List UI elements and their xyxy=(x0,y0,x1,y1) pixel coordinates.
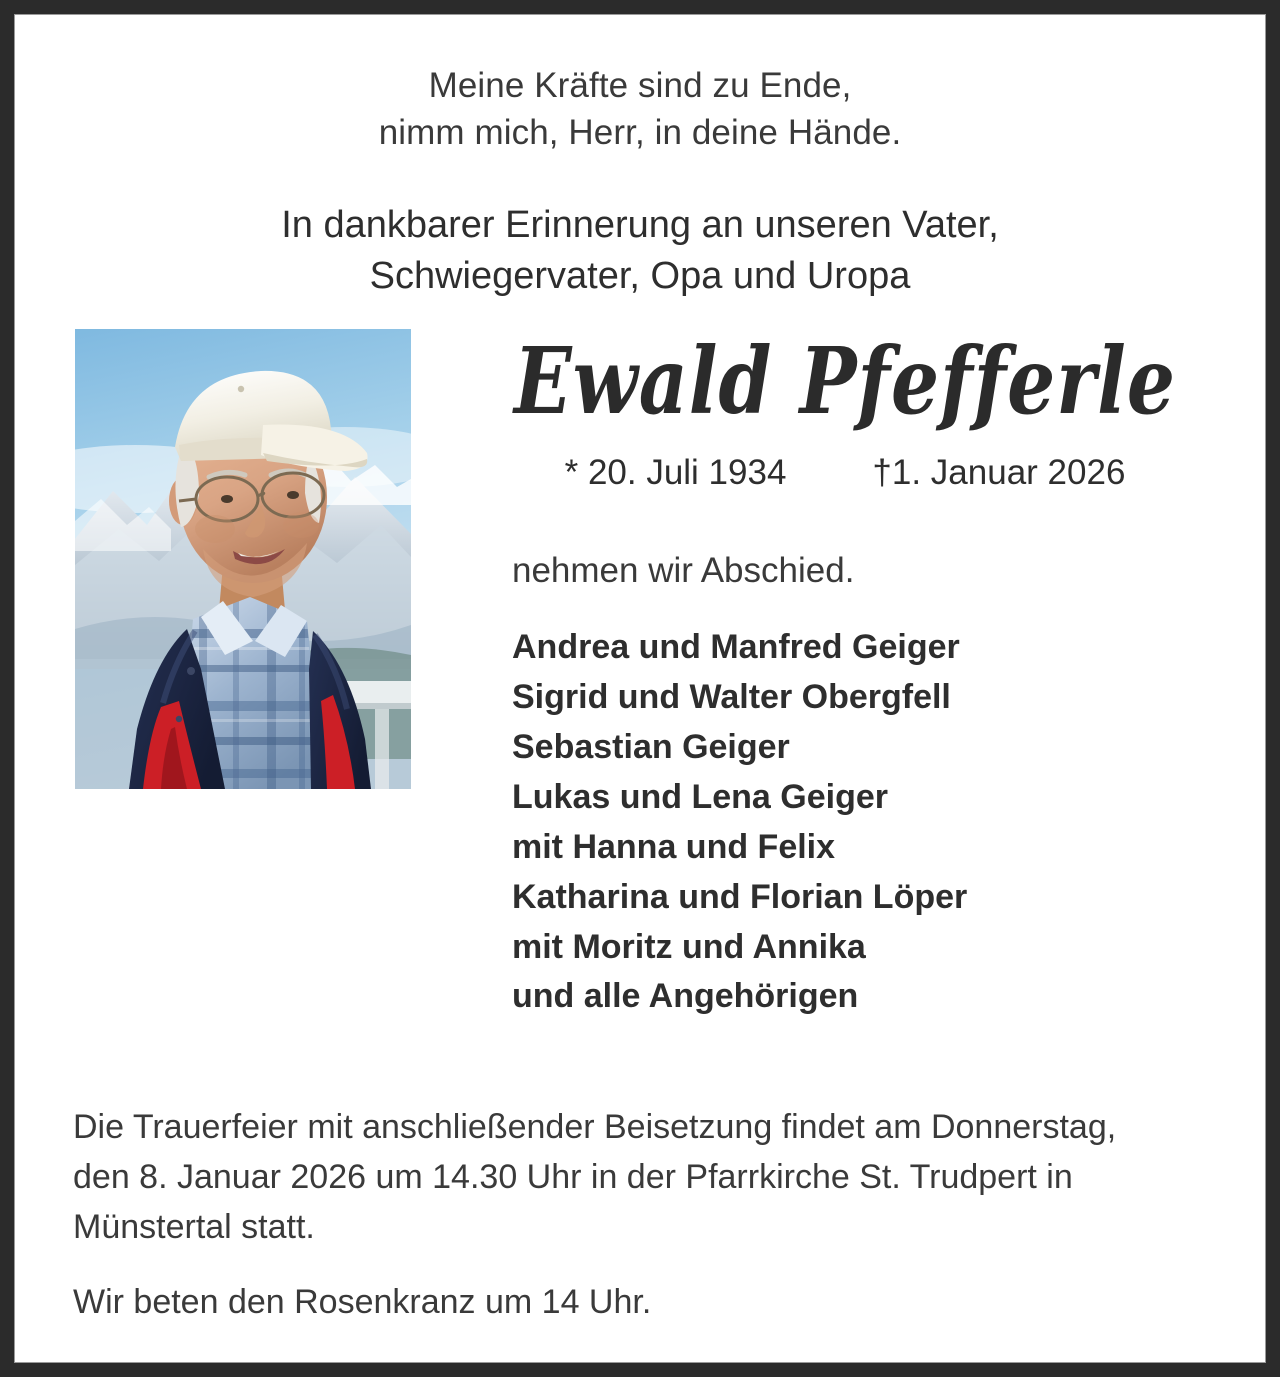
right-column xyxy=(435,329,1255,1023)
list-item: Katharina und Florian Löper xyxy=(512,877,968,916)
verse-block xyxy=(15,15,1265,156)
service-info-line-1: Die Trauerfeier mit anschließender Beisetzung findet am Donnerstag, xyxy=(73,1108,1117,1146)
service-info-line-2: den 8. Januar 2026 um 14.30 Uhr in der Pfarrkirche St. Trudpert in xyxy=(73,1157,1073,1196)
list-item: Sigrid und Walter Obergfell xyxy=(512,677,951,716)
verse-line-2: nimm mich, Herr, in deine Hände. xyxy=(378,112,902,152)
life-dates xyxy=(435,453,1255,493)
list-item: Lukas und Lena Geiger xyxy=(512,777,888,816)
verse-line-1: Meine Kräfte sind zu Ende, xyxy=(428,66,852,105)
main-content-block xyxy=(15,329,1265,1029)
list-item: mit Moritz und Annika xyxy=(512,927,866,966)
birth-date: * 20. Juli 1934 xyxy=(564,452,787,492)
footer-block xyxy=(73,1103,1231,1322)
death-date: †1. Januar 2026 xyxy=(872,452,1126,492)
list-item: Andrea und Manfred Geiger xyxy=(512,627,960,666)
family-list xyxy=(435,623,1255,1023)
rosary-info: Wir beten den Rosenkranz um 14 Uhr. xyxy=(73,1282,652,1321)
service-info-line-3: Münstertal statt. xyxy=(73,1207,315,1246)
dedication-line-1: In dankbarer Erinnerung an unseren Vater, xyxy=(281,204,999,247)
list-item: mit Hanna und Felix xyxy=(512,827,836,866)
service-info xyxy=(73,1103,1231,1253)
portrait-photo xyxy=(75,329,411,789)
portrait-photo-image xyxy=(75,329,411,789)
list-item: Sebastian Geiger xyxy=(512,727,790,766)
farewell-text: nehmen wir Abschied. xyxy=(512,550,855,590)
dedication-block xyxy=(15,156,1265,303)
list-item: und alle Angehörigen xyxy=(512,977,859,1016)
dedication-line-2: Schwiegervater, Opa und Uropa xyxy=(369,255,911,298)
deceased-name: Ewald Pfefferle xyxy=(514,327,1176,435)
obituary-card xyxy=(14,14,1266,1363)
